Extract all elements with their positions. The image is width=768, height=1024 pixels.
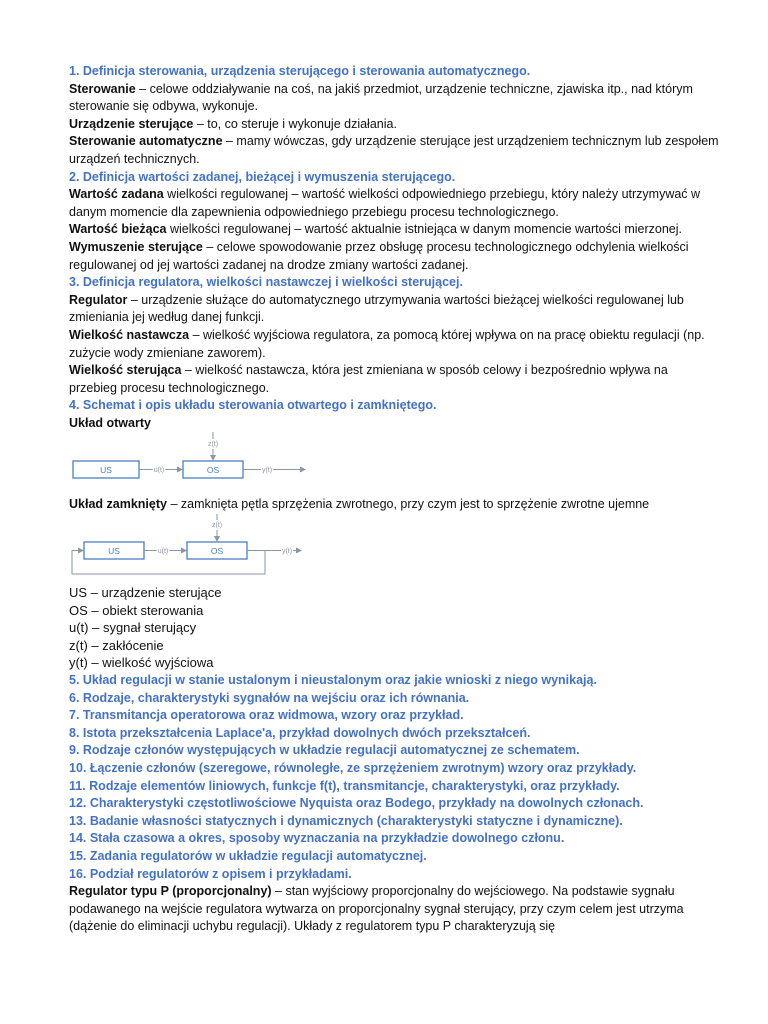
definition-text: – celowe spowodowanie przez obsługę procesu technologicznego odchylenia wielkości regulowanej od jej wartości zadanej na drodze zmiany wartości zadanej. <box>69 239 689 272</box>
definition-text: – urządzenie służące do automatycznego utrzymywania wartości bieżącej wielkości regulowanej lub zmieniania jej według danej funkcji. <box>69 292 684 325</box>
os-label: OS <box>206 465 220 476</box>
definition <box>69 81 719 116</box>
legend-item: y(t) – wielkość wyjściowa <box>69 655 214 671</box>
topic-heading: 11. Rodzaje elementów liniowych, funkcje f(t), transmitancje, charakterystyki, oraz przykłady. <box>69 778 620 793</box>
legend-item: z(t) – zakłócenie <box>69 637 164 653</box>
definition-term: Wielkość nastawcza <box>69 327 190 342</box>
topic-heading: 5. Układ regulacji w stanie ustalonym i nieustalonym oraz jakie wnioski z niego wynikają. <box>69 673 597 688</box>
us-label: US <box>100 465 112 476</box>
definition <box>69 327 719 362</box>
section-heading: 1. Definicja sterowania, urządzenia sterującego i sterowania automatycznego. <box>69 64 531 78</box>
definition-text: – mamy wówczas, gdy urządzenie sterujące jest urządzeniem technicznym lub zespołem urządzeń technicznych. <box>69 134 719 166</box>
closed-loop-term: Układ zamknięty <box>69 497 167 512</box>
definition-text: wielkości regulowanej – wartość wielkości odpowiedniego przebiegu, który należy utrzymywać w danym momencie dla zapewnienia odpowiedniego przebiegu procesu technologicznego. <box>69 187 701 219</box>
topic-heading: 13. Badanie własności statycznych i dynamicznych (charakterystyki statyczne i dynamiczne). <box>69 813 623 828</box>
os-label-2: OS <box>210 546 224 557</box>
u-label: u(t) <box>153 467 165 475</box>
topic-heading: 16. Podział regulatorów z opisem i przykładami. <box>69 866 352 881</box>
topic-heading: 7. Transmitancja operatorowa oraz widmowa, wzory oraz przykład. <box>69 708 464 723</box>
us-label-2: US <box>108 546 120 557</box>
z-label: z(t) <box>207 441 219 449</box>
definition-text: – to, co steruje i wykonuje działania. <box>193 116 397 131</box>
definition <box>69 292 719 327</box>
legend-list <box>69 584 719 672</box>
topic-heading: 9. Rodzaje członów występujących w układzie regulacji automatycznej ze schematem. <box>69 743 580 758</box>
section-heading: 4. Schemat i opis układu sterowania otwartego i zamkniętego. <box>69 398 437 413</box>
open-loop-diagram <box>69 432 719 496</box>
topic-heading: 12. Charakterystyki częstotliwościowe Nyquista oraz Bodego, przykłady na dowolnych członach. <box>69 796 644 811</box>
definition-text: – wielkość wyjściowa regulatora, za pomocą której wpływa on na pracę obiektu regulacji (np. zużycie wody zmieniane zaworem). <box>69 327 705 360</box>
definition-term: Wartość zadana <box>69 187 164 202</box>
section-heading: 3. Definicja regulatora, wielkości nastawczej i wielkości sterującej. <box>69 275 463 290</box>
definition-term: Wymuszenie sterujące <box>69 239 203 254</box>
definition-term: Wielkość sterująca <box>69 363 182 378</box>
definition <box>69 133 719 168</box>
final-text: – stan wyjściowy proporcjonalny do wejściowego. Na podstawie sygnału podawanego na wejście regulatora wytwarza on proporcjonalny sygnał sterujący, przy czym celem jest utrzyma (dążenie do eliminacji uchybu regulacji). Układy z regulatorem typu P charakteryzują się <box>69 884 684 934</box>
definition-term: Sterowanie automatyczne <box>69 134 223 149</box>
definition <box>69 116 719 134</box>
legend-item: OS – obiekt sterowania <box>69 602 204 618</box>
final-term: Regulator typu P (proporcjonalny) <box>69 884 272 899</box>
topic-heading: 14. Stała czasowa a okres, sposoby wyznaczania na przykładzie dowolnego członu. <box>69 831 565 846</box>
final-paragraph <box>69 883 719 936</box>
topic-heading: 10. Łączenie członów (szeregowe, równoległe, ze sprzężeniem zwrotnym) wzory oraz przykłady. <box>69 761 637 775</box>
legend-item: u(t) – sygnał sterujący <box>69 620 197 636</box>
topic-list <box>69 672 719 883</box>
closed-loop-desc: – zamknięta pętla sprzężenia zwrotnego, przy czym jest to sprzężenie zwrotne ujemne <box>166 497 650 512</box>
definition <box>69 239 719 274</box>
topic-heading: 15. Zadania regulatorów w układzie regulacji automatycznej. <box>69 848 427 863</box>
closed-loop-diagram <box>69 514 719 584</box>
definition-term: Sterowanie <box>69 81 136 96</box>
document-page <box>69 63 719 936</box>
open-loop-title: Układ otwarty <box>69 415 151 430</box>
definition <box>69 221 719 239</box>
u-label-2: u(t) <box>157 548 169 556</box>
y-label-2: y(t) <box>281 548 293 556</box>
z-label-2: z(t) <box>211 522 223 530</box>
definition-text: – celowe oddziaływanie na coś, na jakiś przedmiot, urządzenie techniczne, zjawiska itp., nad którym sterowanie się odbywa, wykonuje. <box>69 81 693 114</box>
definition-term: Urządzenie sterujące <box>69 116 194 131</box>
definition <box>69 362 719 397</box>
definition-text: – wielkość nastawcza, która jest zmieniana w sposób celowy i bezpośrednio wpływa na przebieg procesu technologicznego. <box>69 363 668 395</box>
sections <box>69 63 719 415</box>
y-label: y(t) <box>261 467 273 475</box>
topic-heading: 8. Istota przekształcenia Laplace'a, przykład dowolnych dwóch przekształceń. <box>69 725 531 740</box>
definition-term: Regulator <box>69 292 128 307</box>
definition-text: wielkości regulowanej – wartość aktualnie istniejąca w danym momencie wartości mierzonej. <box>166 222 682 237</box>
section-heading: 2. Definicja wartości zadanej, bieżącej i wymuszenia sterującego. <box>69 169 456 184</box>
definition <box>69 186 719 221</box>
topic-heading: 6. Rodzaje, charakterystyki sygnałów na wejściu oraz ich równania. <box>69 690 470 705</box>
closed-loop-line <box>69 496 719 514</box>
legend-item: US – urządzenie sterujące <box>69 585 222 601</box>
definition-term: Wartość bieżąca <box>69 222 167 237</box>
